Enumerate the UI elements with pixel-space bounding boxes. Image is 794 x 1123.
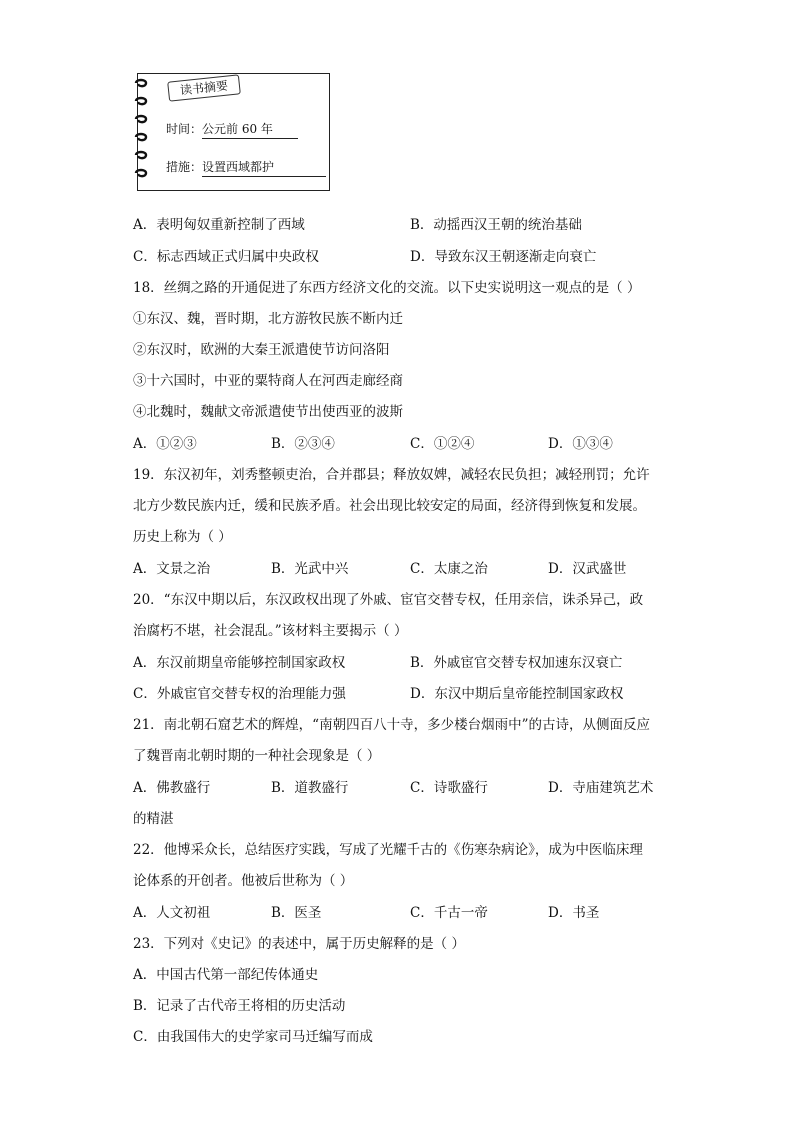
q19-stem-line-2: 北方少数民族内迁，缓和民族矛盾。社会出现比较安定的局面，经济得到恢复和发展。: [133, 498, 646, 514]
spiral-binding-icon: [134, 78, 148, 88]
q20-option-c: C．外戚宦官交替专权的治理能力强: [133, 686, 346, 702]
q17-option-c: C．标志西域正式归属中央政权: [133, 249, 319, 265]
note-time-value: 公元前 60 年: [202, 120, 298, 139]
q22-option-c: C．千古一帝: [410, 905, 488, 921]
q22-stem-line-2: 论体系的开创者。他被后世称为（ ）: [133, 873, 354, 889]
q19-option-b: B．光武中兴: [271, 561, 349, 577]
q20-stem-line-1: 20．“东汉中期以后，东汉政权出现了外戚、宦官交替专权，任用亲信，诛杀异己，政: [133, 592, 644, 608]
spiral-binding-icon: [134, 114, 148, 124]
q18-item-4: ④北魏时，魏献文帝派遣使节出使西亚的波斯: [133, 404, 403, 420]
q18-item-3: ③十六国时，中亚的粟特商人在河西走廊经商: [133, 373, 403, 389]
q17-option-d: D．导致东汉王朝逐渐走向衰亡: [410, 249, 597, 265]
q22-stem-line-1: 22．他博采众长，总结医疗实践，写成了光耀千古的《伤寒杂病论》，成为中医临床理: [133, 842, 643, 858]
q20-option-b: B．外戚宦官交替专权加速东汉衰亡: [410, 655, 623, 671]
q20-option-d: D．东汉中期后皇帝能控制国家政权: [410, 686, 624, 702]
q22-option-b: B．医圣: [271, 905, 322, 921]
note-title: 读书摘要: [167, 74, 241, 101]
q23-option-b: B．记录了古代帝王将相的历史活动: [133, 998, 346, 1014]
note-measure: [166, 158, 326, 177]
q21-option-a: A．佛教盛行: [133, 780, 211, 796]
q19-stem-line-3: 历史上称为（ ）: [133, 529, 232, 545]
q23-option-c: C．由我国伟大的史学家司马迁编写而成: [133, 1029, 373, 1045]
q21-option-d-continued: 的精湛: [133, 811, 174, 827]
note-measure-value: 设置西域都护: [202, 158, 326, 177]
q23-stem: 23．下列对《史记》的表述中，属于历史解释的是（ ）: [133, 936, 465, 952]
q18-item-1: ①东汉、魏，晋时期，北方游牧民族不断内迁: [133, 311, 403, 327]
q18-option-a: A．①②③: [133, 436, 197, 452]
spiral-binding-icon: [134, 96, 148, 106]
q18-option-c: C．①②④: [410, 436, 475, 452]
spiral-binding-icon: [134, 132, 148, 142]
q17-option-a: A．表明匈奴重新控制了西域: [133, 217, 305, 233]
q18-stem: 18．丝绸之路的开通促进了东西方经济文化的交流。以下史实说明这一观点的是（ ）: [133, 280, 641, 296]
q18-option-d: D．①③④: [548, 436, 613, 452]
spiral-binding-icon: [134, 168, 148, 178]
note-time: [166, 120, 298, 139]
q19-option-c: C．太康之治: [410, 561, 488, 577]
q18-item-2: ②东汉时，欧洲的大秦王派遣使节访问洛阳: [133, 342, 390, 358]
note-measure-label: 措施：: [166, 160, 203, 174]
q18-option-b: B．②③④: [271, 436, 335, 452]
q17-option-b: B．动摇西汉王朝的统治基础: [410, 217, 582, 233]
q21-stem-line-1: 21．南北朝石窟艺术的辉煌，“南朝四百八十寺，多少楼台烟雨中”的古诗，从侧面反应: [133, 717, 650, 733]
q19-stem-line-1: 19．东汉初年，刘秀整顿吏治，合并郡县；释放奴婢，减轻农民负担；减轻刑罚；允许: [133, 467, 650, 483]
q21-option-c: C．诗歌盛行: [410, 780, 488, 796]
q20-stem-line-2: 治腐朽不堪，社会混乱。”该材料主要揭示（ ）: [133, 623, 408, 639]
q22-option-d: D．书圣: [548, 905, 600, 921]
reading-note-card: [137, 73, 330, 191]
q19-option-d: D．汉武盛世: [548, 561, 627, 577]
note-time-label: 时间：: [166, 122, 203, 136]
q23-option-a: A．中国古代第一部纪传体通史: [133, 967, 319, 983]
q22-option-a: A．人文初祖: [133, 905, 211, 921]
spiral-binding-icon: [134, 150, 148, 160]
q19-option-a: A．文景之治: [133, 561, 211, 577]
q21-option-d: D．寺庙建筑艺术: [548, 780, 654, 796]
q20-option-a: A．东汉前期皇帝能够控制国家政权: [133, 655, 346, 671]
q21-stem-line-2: 了魏晋南北朝时期的一种社会现象是（ ）: [133, 748, 381, 764]
q21-option-b: B．道教盛行: [271, 780, 349, 796]
